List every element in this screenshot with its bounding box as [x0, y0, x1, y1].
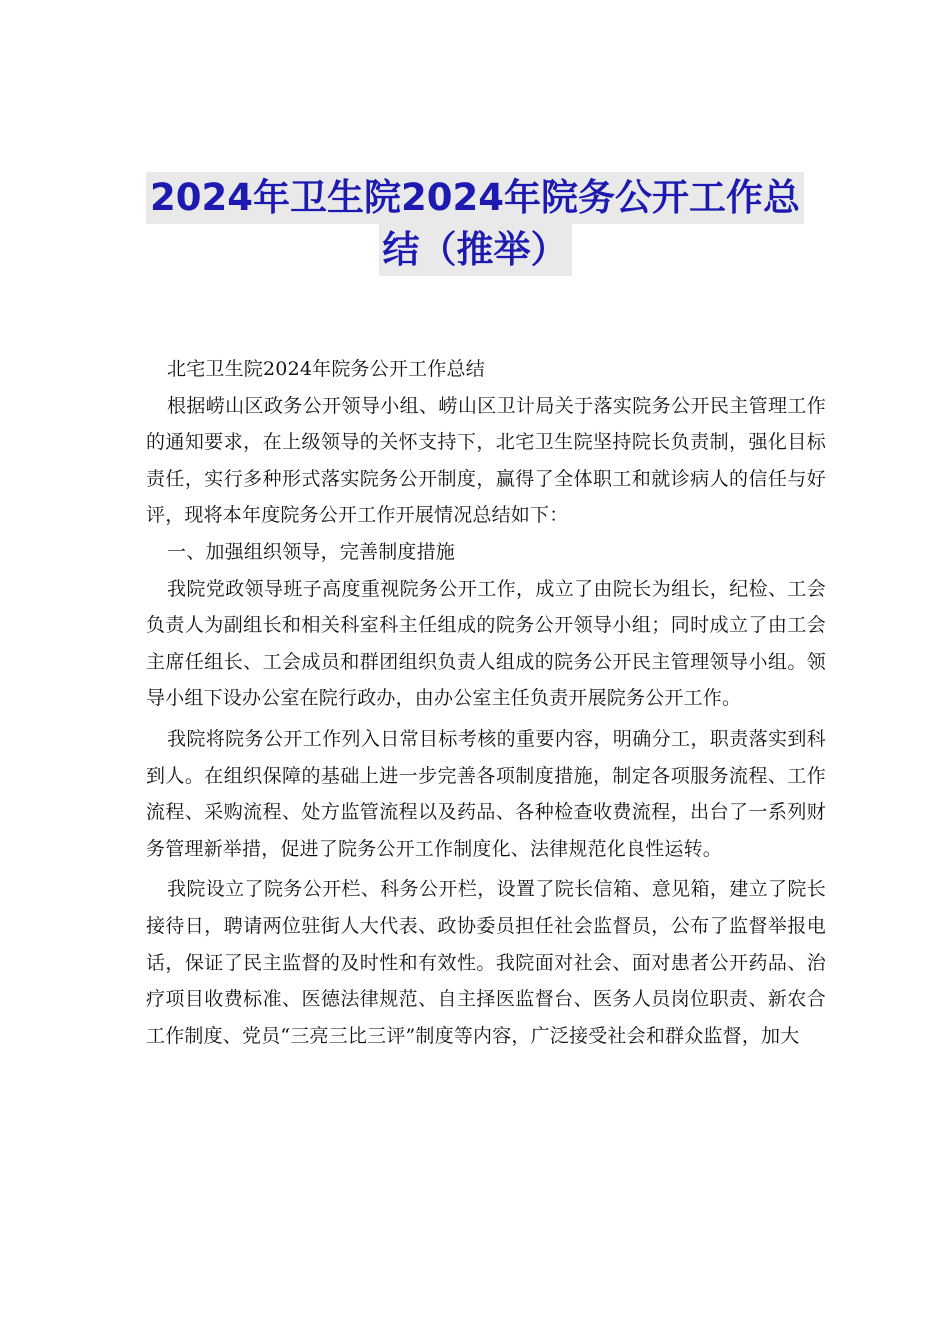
- document-body: [146, 351, 826, 1054]
- paragraph-subtitle: 北宅卫生院2024年院务公开工作总结: [167, 358, 485, 380]
- section-heading-1: 一、加强组织领导，完善制度措施: [167, 540, 456, 563]
- document-title: [0, 172, 950, 276]
- title-line-2: 结（推举）: [379, 224, 572, 276]
- title-line-1: 2024年卫生院2024年院务公开工作总: [146, 172, 804, 224]
- paragraph-supervision: 我院设立了院务公开栏、科务公开栏，设置了院长信箱、意见箱，建立了院长接待日，聘请两位驻街人大代表、政协委员担任社会监督员，公布了监督举报电话，保证了民主监督的及时性和有效性。我院面对社会、面对患者公开药品、治疗项目收费标准、医德法律规范、自主择医监督台、医务人员岗位职责、新农合工作制度、党员“三亮三比三评”制度等内容，广泛接受社会和群众监督，加大: [146, 878, 826, 1047]
- paragraph-leadership: 我院党政领导班子高度重视院务公开工作，成立了由院长为组长，纪检、工会负责人为副组长和相关科室科主任组成的院务公开领导小组；同时成立了由工会主席任组长、工会成员和群团组织负责人组成的院务公开民主管理领导小组。领导小组下设办公室在院行政办，由办公室主任负责开展院务公开工作。: [146, 577, 826, 710]
- paragraph-intro: 根据崂山区政务公开领导小组、崂山区卫计局关于落实院务公开民主管理工作的通知要求，在上级领导的关怀支持下，北宅卫生院坚持院长负责制，强化目标责任，实行多种形式落实院务公开制度，赢得了全体职工和就诊病人的信任与好评，现将本年度院务公开工作开展情况总结如下：: [146, 394, 826, 527]
- paragraph-assessment: 我院将院务公开工作列入日常目标考核的重要内容，明确分工，职责落实到科到人。在组织保障的基础上进一步完善各项制度措施，制定各项服务流程、工作流程、采购流程、处方监管流程以及药品、各种检查收费流程，出台了一系列财务管理新举措，促进了院务公开工作制度化、法律规范化良性运转。: [146, 727, 826, 860]
